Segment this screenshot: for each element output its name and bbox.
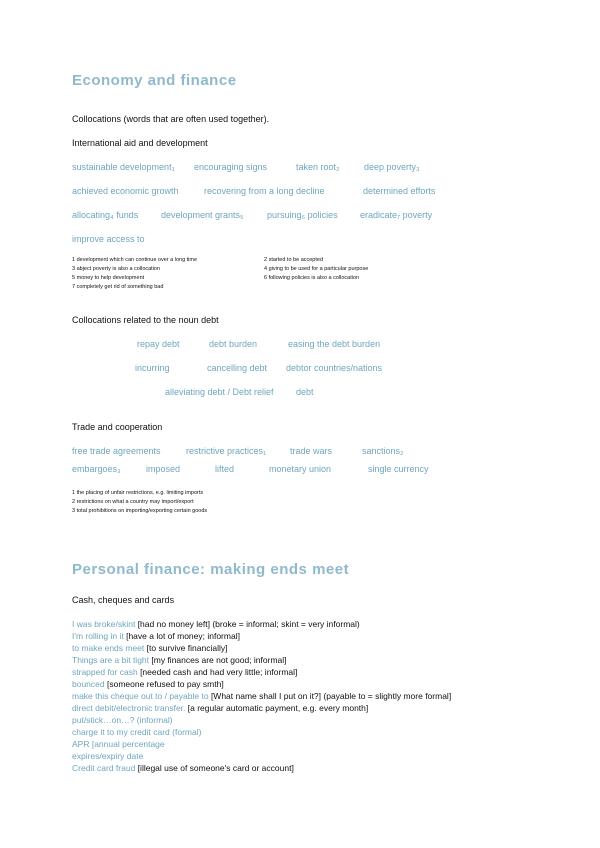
collocation: easing the debt burden	[288, 339, 381, 349]
gloss: [had no money left] (broke = informal; skint = very informal)	[137, 619, 360, 629]
heading-cash: Cash, cheques and cards	[72, 595, 175, 605]
section-title-personal-finance: Personal finance: making ends meet	[72, 561, 350, 578]
collocation: eradicate₇ poverty	[360, 210, 433, 220]
phrase: expires/expiry date	[72, 751, 144, 761]
collocation: development grants₅	[161, 210, 244, 220]
list-item	[72, 667, 297, 677]
list-item	[72, 631, 240, 641]
gloss: [my finances are not good; informal]	[151, 655, 287, 665]
footnote: 3 abject poverty is also a collocation	[72, 266, 161, 272]
collocation: improve access to	[72, 234, 145, 244]
phrase: Credit card fraud	[72, 763, 136, 773]
list-item	[72, 727, 201, 737]
collocation: restrictive practices₁	[186, 446, 267, 456]
phrase: bounced	[72, 679, 105, 689]
list-item	[72, 703, 368, 713]
list-item	[72, 739, 165, 749]
collocation: deep poverty₃	[364, 162, 420, 172]
gloss: [illegal use of someone's card or account]	[137, 763, 294, 773]
phrase: charge it to my credit card (formal)	[72, 727, 202, 737]
footnote: 7 completely get rid of something bad	[72, 284, 164, 290]
footnote: 2 started to be accepted	[264, 257, 324, 263]
section-title-economy: Economy and finance	[72, 72, 237, 89]
collocation: repay debt	[137, 339, 180, 349]
phrase: direct debit/electronic transfer.	[72, 703, 186, 713]
phrase: make this cheque out to / payable to	[72, 691, 209, 701]
gloss: [needed cash and had very little; informal]	[140, 667, 298, 677]
collocation: alleviating debt / Debt relief	[165, 387, 274, 397]
gloss: [someone refused to pay smth]	[107, 679, 224, 689]
phrase: I was broke/skint	[72, 619, 136, 629]
collocation: recovering from a long decline	[204, 186, 325, 196]
list-item	[72, 679, 224, 689]
collocation: sustainable development₁	[72, 162, 175, 172]
phrase: to make ends meet	[72, 643, 145, 653]
footnote: 2 restrictions on what a country may import/export	[72, 499, 194, 505]
list-item	[72, 715, 173, 725]
phrase: strapped for cash	[72, 667, 138, 677]
footnote: 1 development which can continue over a long time	[72, 257, 198, 263]
phrase: APR [annual percentage	[72, 739, 165, 749]
collocation: allocating₄ funds	[72, 210, 139, 220]
footnote: 1 the placing of unfair restrictions, e.g. limiting imports	[72, 490, 204, 496]
collocation: incurring	[135, 363, 170, 373]
list-item	[72, 751, 143, 761]
collocation: pursuing₆ policies	[267, 210, 338, 220]
collocation: determined efforts	[363, 186, 436, 196]
list-item	[72, 655, 287, 665]
footnote: 6 following policies is also a collocation	[264, 275, 360, 281]
collocation: sanctions₂	[362, 446, 404, 456]
phrase: I'm rolling in it	[72, 631, 124, 641]
collocation: cancelling debt	[207, 363, 268, 373]
collocation: debtor countries/nations	[286, 363, 383, 373]
collocation: encouraging signs	[194, 162, 268, 172]
collocation: embargoes₃	[72, 464, 121, 474]
list-item	[72, 619, 360, 629]
collocation: free trade agreements	[72, 446, 161, 456]
list-item	[72, 643, 227, 653]
collocation: debt	[296, 387, 314, 397]
collocation: single currency	[368, 464, 429, 474]
collocation: debt burden	[209, 339, 258, 349]
gloss: [What name shall I put on it?] (payable to = slightly more formal]	[210, 691, 452, 701]
gloss: [to survive financially]	[146, 643, 228, 653]
collocation: achieved economic growth	[72, 186, 179, 196]
intro-text: Collocations (words that are often used together).	[72, 114, 270, 124]
collocation: trade wars	[290, 446, 333, 456]
collocation: monetary union	[269, 464, 332, 474]
gloss: [have a lot of money; informal]	[126, 631, 240, 641]
gloss: [a regular automatic payment, e.g. every month]	[187, 703, 369, 713]
phrase: Things are a bit tight	[72, 655, 150, 665]
heading-debt: Collocations related to the noun debt	[72, 315, 219, 325]
list-item	[72, 763, 294, 773]
phrase: put/stick…on…? (informal)	[72, 715, 173, 725]
list-item	[72, 691, 451, 701]
collocation: imposed	[146, 464, 181, 474]
footnote: 3 total prohibitions on importing/exporting certain goods	[72, 508, 208, 514]
collocation: lifted	[215, 464, 235, 474]
heading-aid: International aid and development	[72, 138, 208, 148]
collocation: taken root₂	[296, 162, 340, 172]
footnote: 4 giving to be used for a particular purpose	[264, 266, 369, 272]
footnote: 5 money to help development	[72, 275, 145, 281]
heading-trade: Trade and cooperation	[72, 422, 163, 432]
